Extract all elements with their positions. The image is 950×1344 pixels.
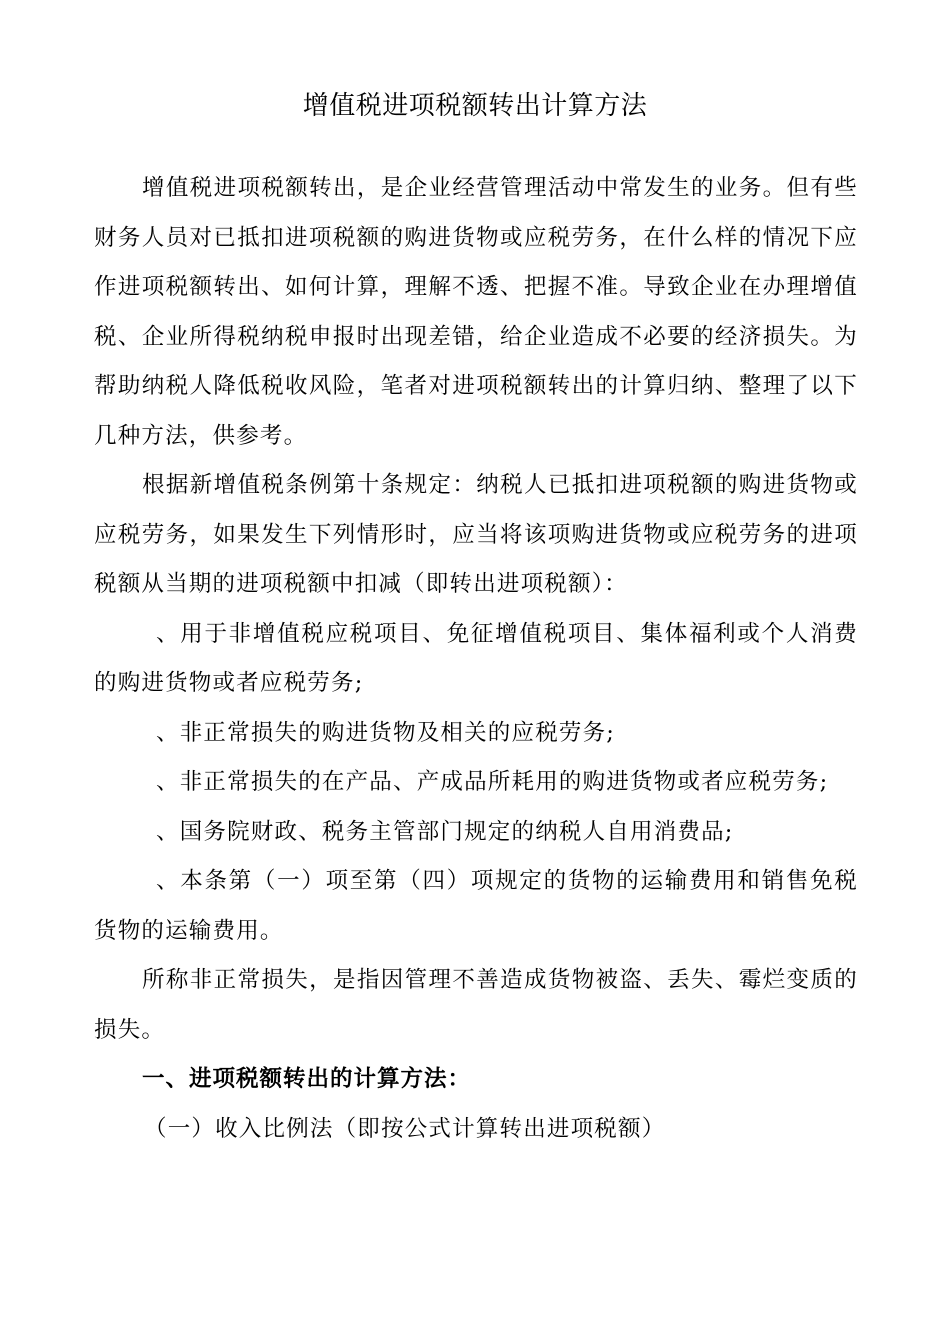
definition-paragraph: 所称非正常损失，是指因管理不善造成货物被盗、丢失、霉烂变质的损失。 <box>94 967 858 1043</box>
document-title: 增值税进项税额转出计算方法 <box>302 91 648 121</box>
list-item: 、非正常损失的在产品、产成品所耗用的购进货物或者应税劳务; <box>156 769 829 795</box>
regulation-paragraph: 根据新增值税条例第十条规定：纳税人已抵扣进项税额的购进货物或应税劳务，如果发生下列情形时，应当将该项购进货物或应税劳务的进项税额从当期的进项税额中扣减（即转出进项税额）： <box>94 472 858 597</box>
list-item: 、用于非增值税应税项目、免征增值税项目、集体福利或个人消费的购进货物或者应税劳务; <box>94 620 858 696</box>
list-item: 、国务院财政、税务主管部门规定的纳税人自用消费品; <box>156 818 734 845</box>
subsection-heading: （一）收入比例法（即按公式计算转出进项税额） <box>144 1115 666 1142</box>
list-item: 、本条第（一）项至第（四）项规定的货物的运输费用和销售免税货物的运输费用。 <box>94 868 858 944</box>
document-body <box>94 164 858 1154</box>
list-item: 、非正常损失的购进货物及相关的应税劳务; <box>156 719 616 746</box>
intro-paragraph: 增值税进项税额转出，是企业经营管理活动中常发生的业务。但有些财务人员对已抵扣进项税额的购进货物或应税劳务，在什么样的情况下应作进项税额转出、如何计算，理解不透、把握不准。导致企业在办理增值税、企业所得税纳税申报时出现差错，给企业造成不必要的经济损失。为帮助纳税人降低税收风险，笔者对进项税额转出的计算归纳、整理了以下几种方法，供参考。 <box>94 175 858 449</box>
section-heading: 一、进项税额转出的计算方法： <box>142 1066 472 1092</box>
